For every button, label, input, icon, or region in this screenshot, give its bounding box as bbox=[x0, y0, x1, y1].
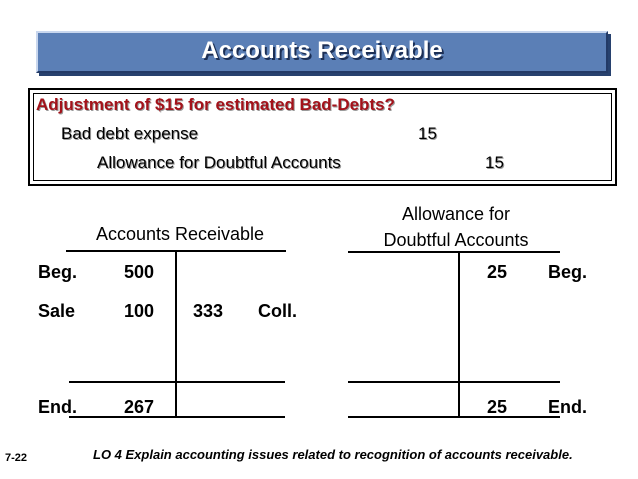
slide-title: Accounts Receivable bbox=[201, 37, 443, 64]
slide-number: 7-22 bbox=[5, 452, 28, 464]
ada-t-account-title-line2: Doubtful Accounts bbox=[383, 230, 529, 250]
ar-t-account-bottom-line bbox=[69, 416, 285, 418]
debit-amount: 15 bbox=[418, 124, 437, 143]
ada-end-value: 25 bbox=[487, 397, 508, 417]
ada-t-account-divider bbox=[458, 252, 460, 416]
slide-title-banner bbox=[36, 31, 608, 73]
ar-sale-value: 100 bbox=[124, 301, 155, 321]
ar-end-label: End. bbox=[38, 397, 77, 417]
ada-end-label: End. bbox=[548, 397, 587, 417]
ar-coll-label: Coll. bbox=[258, 301, 297, 321]
ada-t-account-top-line bbox=[348, 251, 560, 253]
debit-account-label: Bad debt expense bbox=[61, 124, 199, 143]
ar-end-value: 267 bbox=[124, 397, 155, 417]
learning-objective: LO 4 Explain accounting issues related to recognition of accounts receivable. bbox=[93, 447, 573, 462]
credit-amount: 15 bbox=[485, 153, 504, 172]
ar-t-account-total-line bbox=[69, 381, 285, 383]
ar-beg-label: Beg. bbox=[38, 262, 78, 282]
ada-t-account-title-line1: Allowance for bbox=[401, 204, 511, 224]
ada-t-account-total-line bbox=[348, 381, 560, 383]
ar-sale-label: Sale bbox=[38, 301, 76, 321]
ar-coll-value: 333 bbox=[193, 301, 224, 321]
ar-t-account-divider bbox=[175, 251, 177, 416]
credit-account-label: Allowance for Doubtful Accounts bbox=[97, 153, 341, 172]
ada-beg-label: Beg. bbox=[548, 262, 588, 282]
ada-t-account-bottom-line bbox=[348, 416, 560, 418]
ada-beg-value: 25 bbox=[487, 262, 508, 282]
journal-entry-heading: Adjustment of $15 for estimated Bad-Debts? bbox=[36, 95, 395, 114]
ar-beg-value: 500 bbox=[124, 262, 155, 282]
ar-t-account-title: Accounts Receivable bbox=[95, 224, 265, 244]
